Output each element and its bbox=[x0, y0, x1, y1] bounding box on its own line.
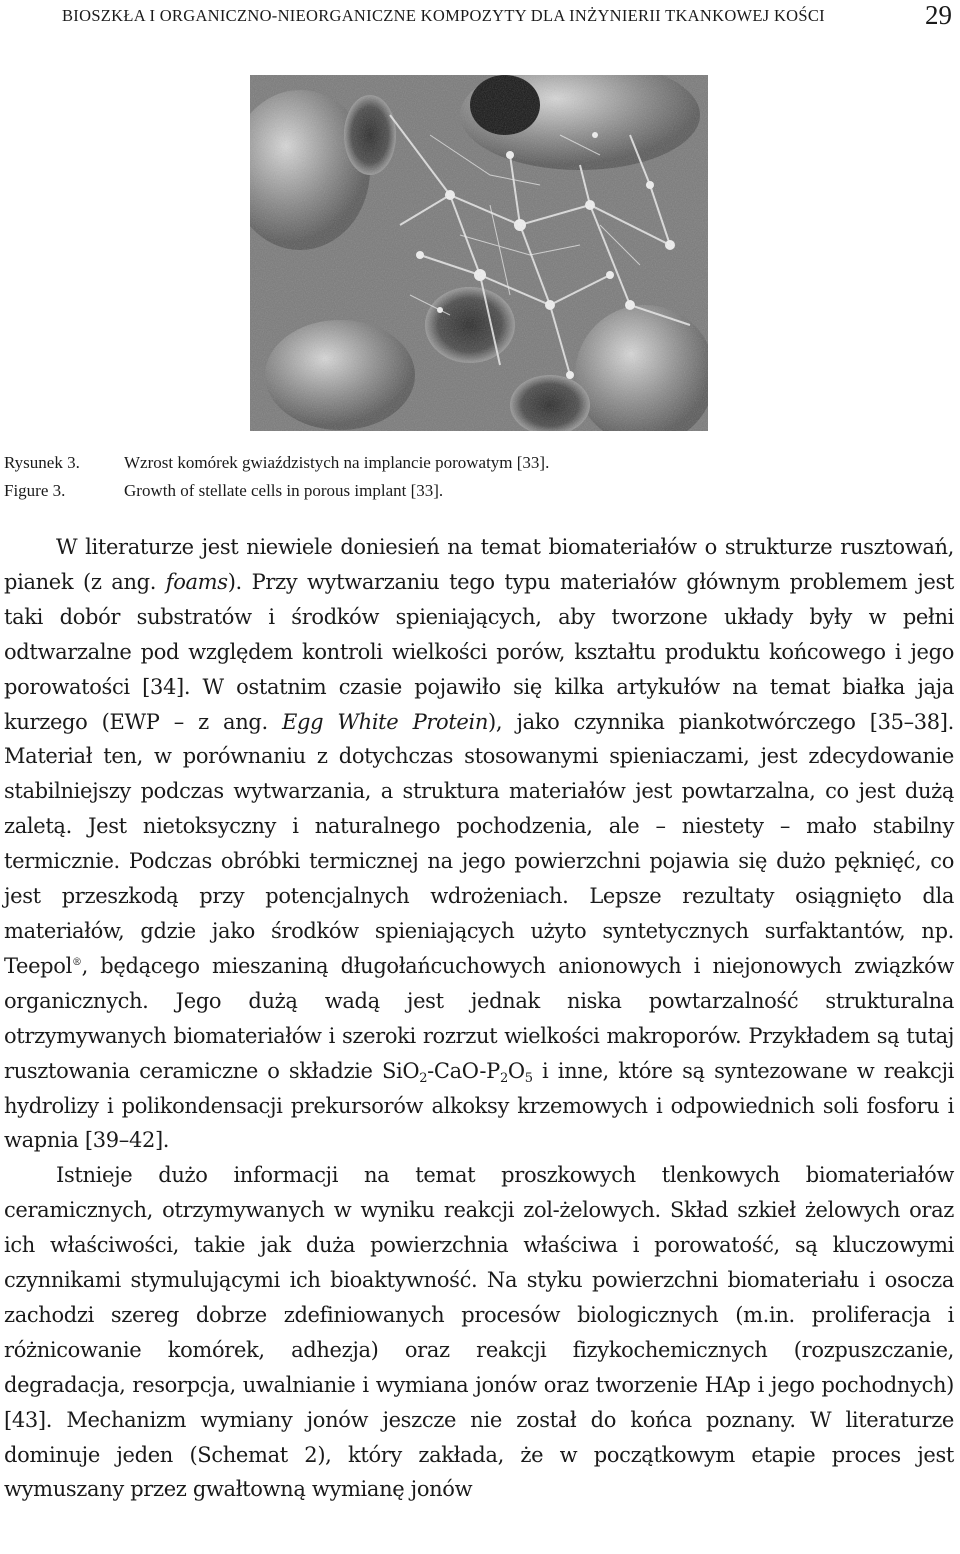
italic-term: foams bbox=[165, 569, 228, 594]
text-run: i inne, które są syntezowane w reakcji hydrolizy i polikondensacji prekursorów alkoksy krzemowych i odpowiednich soli fosforu i wapnia [39–42]. bbox=[4, 1058, 954, 1153]
subscript: 2 bbox=[499, 1070, 508, 1086]
text-run: -CaO-P bbox=[427, 1058, 500, 1083]
text-run: O bbox=[507, 1058, 525, 1083]
caption-text: Growth of stellate cells in porous implant [33]. bbox=[124, 481, 444, 500]
paragraph-2: Istnieje dużo informacji na temat proszkowych tlenkowych biomateriałów ceramicznych, otrzymywanych w wyniku reakcji zol-żelowych. Skład szkieł żelowych oraz ich właściwości, takie jak duża powierzchnia właściwa i porowatość, są kluczowymi czynnikami stymulującymi ich bioaktywność. Na styku powierzchni biomateriału i osocza zachodzi szereg dobrze zdefiniowanych procesów biologicznych (m.in. proliferacja i różnicowanie komórek, adhezja) oraz reakcji fizykochemicznych (rozpuszczanie, degradacja, resorpcja, uwalnianie i wymiana jonów oraz tworzenie HAp i jego pochodnych) [43]. Mechanizm wymiany jonów jeszcze nie został do końca poznany. W literaturze dominuje jeden (Schemat 2), który zakłada, że w początkowym etapie proces jest wymuszany przez gwałtowną wymianę jonów bbox=[4, 1163, 954, 1502]
text-run: W literaturze jest niewiele doniesień na temat biomateriałów o strukturze rusztowań, pianek (z ang. bbox=[4, 535, 954, 594]
subscript: 5 bbox=[524, 1070, 533, 1086]
italic-term: Egg White Protein bbox=[282, 709, 489, 734]
paragraph-1 bbox=[4, 530, 954, 1158]
text-run: , będącego mieszaniną długołańcuchowych anionowych i niejonowych związków organicznych. Jego dużą wadą jest jednak niska powtarzalność strukturalna otrzymywanych biomateriałów i szeroki rozrzut wielkości makroporów. Przykładem są tutaj rusztowania ceramiczne o składzie SiO bbox=[4, 953, 954, 1083]
caption-text: Wzrost komórek gwiaździstych na implancie porowatym [33]. bbox=[124, 453, 550, 472]
registered-mark: ® bbox=[71, 956, 82, 968]
body-text bbox=[4, 530, 954, 1507]
figure-caption-english bbox=[4, 481, 443, 501]
running-title: BIOSZKŁA I ORGANICZNO-NIEORGANICZNE KOMPOZYTY DLA INŻYNIERII TKANKOWEJ KOŚCI bbox=[62, 6, 825, 25]
page-number: 29 bbox=[925, 0, 952, 30]
subscript: 2 bbox=[419, 1070, 428, 1086]
text-run: ), jako czynnika piankotwórczego [35–38]. Materiał ten, w porównaniu z dotychczas stosowanymi spieniaczami, jest zdecydowanie stabilniejszy podczas wytwarzania, a struktura materiałów jest powtarzalna, co jest dużą zaletą. Jest nietoksyczny i naturalnego pochodzenia, ale – niestety – mało stabilny termicznie. Podczas obróbki termicznej na jego powierzchni pojawia się dużo pęknięć, co jest przeszkodą przy potencjalnych wdrożeniach. Lepsze rezultaty osiągnięto dla materiałów, gdzie jako środków spieniających użyto syntetycznych surfaktantów, np. Teepol bbox=[4, 709, 954, 978]
running-header bbox=[0, 0, 960, 40]
figure-caption-polish bbox=[4, 453, 549, 473]
caption-label: Rysunek 3. bbox=[4, 453, 80, 472]
sem-micrograph-image bbox=[250, 75, 708, 431]
caption-label: Figure 3. bbox=[4, 481, 66, 500]
text-run: ). Przy wytwarzaniu tego typu materiałów głównym problemem jest taki dobór substratów i środków spieniających, aby tworzone układy były w pełni odtwarzalne pod względem kontroli wielkości porów, kształtu produktu końcowego i jego porowatości [34]. W ostatnim czasie pojawiło się kilka artykułów na temat białka jaja kurzego (EWP – z ang. bbox=[4, 569, 954, 734]
micrograph-illustration bbox=[250, 75, 708, 431]
